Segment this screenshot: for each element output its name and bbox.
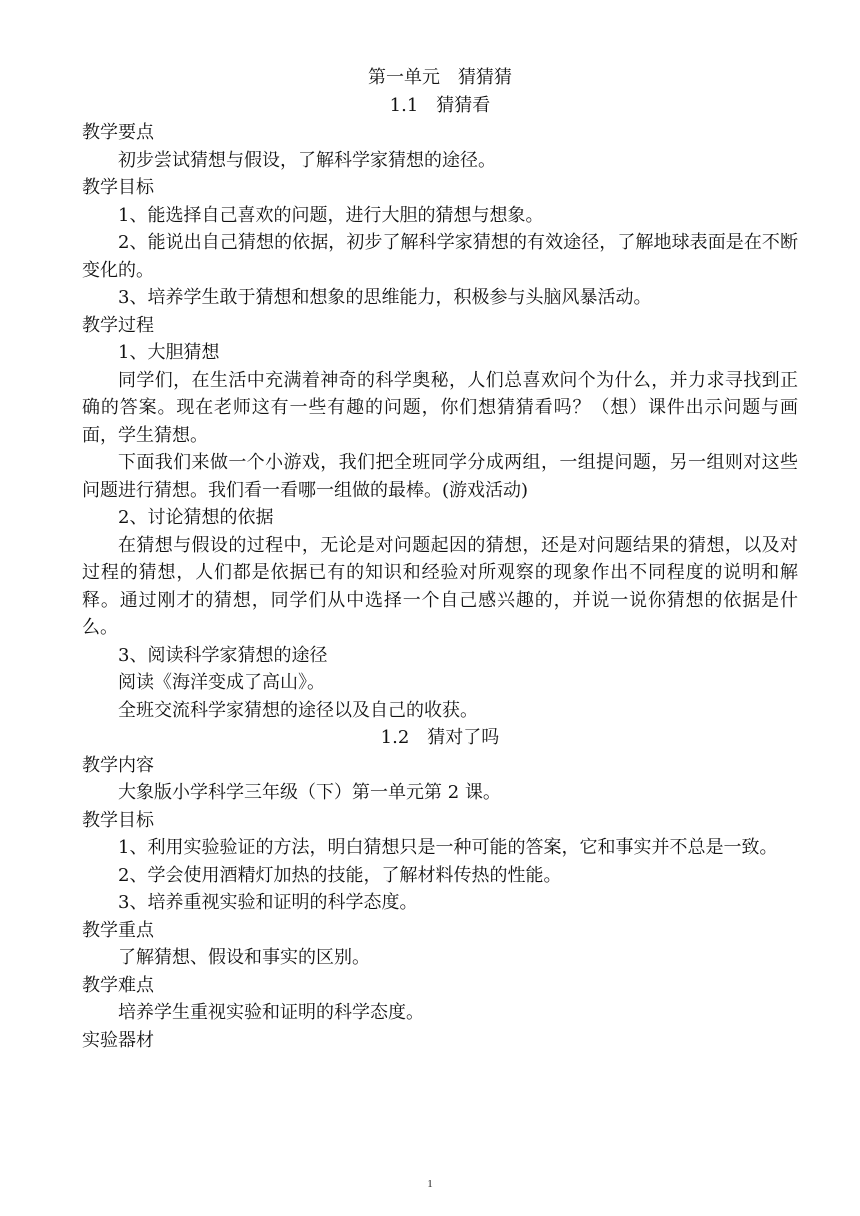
- section-heading-teaching-points: 教学要点: [82, 122, 154, 143]
- process-step-title: 2、讨论猜想的依据: [118, 507, 274, 528]
- difficulties-text: 培养学生重视实验和证明的科学态度。: [118, 1002, 424, 1023]
- process-step-title: 3、阅读科学家猜想的途径: [118, 644, 328, 666]
- key-points-text: 了解猜想、假设和事实的区别。: [118, 947, 370, 968]
- goal-item: 1、能选择自己喜欢的问题，进行大胆的猜想与想象。: [118, 204, 544, 226]
- goal-item: 3、培养学生敢于猜想和想象的思维能力，积极参与头脑风暴活动。: [118, 287, 652, 308]
- section-heading-teaching-content: 教学内容: [82, 754, 154, 776]
- process-paragraph: 全班交流科学家猜想的途径以及自己的收获。: [118, 699, 478, 721]
- lesson-2-title: 1.2 猜对了吗: [380, 727, 500, 748]
- process-paragraph: 下面我们来做一个小游戏，我们把全班同学分成两组，一组提问题，另一组则对这些问题进行猜想。我们看一看哪一组做的最棒。(游戏活动): [82, 452, 798, 501]
- process-paragraph: 同学们，在生活中充满着神奇的科学奥秘，人们总喜欢问个为什么，并力求寻找到正确的答案。现在老师这有一些有趣的问题，你们想猜猜看吗？（想）课件出示问题与画面，学生猜想。: [82, 369, 798, 446]
- process-paragraph: 在猜想与假设的过程中，无论是对问题起因的猜想，还是对问题结果的猜想，以及对过程的猜想，人们都是依据已有的知识和经验对所观察的现象作出不同程度的说明和解释。通过刚才的猜想，同学们从中选择一个自己感兴趣的，并说一说你猜想的依据是什么。: [82, 534, 798, 638]
- section-heading-teaching-goals: 教学目标: [82, 177, 154, 198]
- teaching-content-text: 大象版小学科学三年级（下）第一单元第 2 课。: [118, 782, 501, 803]
- page-number: 1: [427, 1178, 433, 1190]
- process-step-title: 1、大胆猜想: [118, 342, 220, 363]
- goal-item: 1、利用实验验证的方法，明白猜想只是一种可能的答案，它和事实并不总是一致。: [118, 837, 778, 858]
- section-heading-key-points: 教学重点: [82, 919, 154, 941]
- goal-item: 3、培养重视实验和证明的科学态度。: [118, 892, 418, 913]
- teaching-points-text: 初步尝试猜想与假设，了解科学家猜想的途径。: [118, 149, 496, 171]
- section-heading-materials: 实验器材: [82, 1029, 154, 1051]
- goal-item: 2、学会使用酒精灯加热的技能，了解材料传热的性能。: [118, 864, 562, 886]
- section-heading-difficulties: 教学难点: [82, 974, 154, 996]
- document-page: [82, 64, 798, 1054]
- section-heading-teaching-goals: 教学目标: [82, 809, 154, 831]
- section-heading-teaching-process: 教学过程: [82, 314, 154, 336]
- goal-item: 2、能说出自己猜想的依据，初步了解科学家猜想的有效途径，了解地球表面是在不断变化的。: [82, 232, 798, 281]
- process-paragraph: 阅读《海洋变成了高山》。: [118, 672, 325, 693]
- unit-title: 第一单元 猜猜猜: [368, 67, 512, 88]
- lesson-1-title: 1.1 猜猜看: [389, 94, 491, 116]
